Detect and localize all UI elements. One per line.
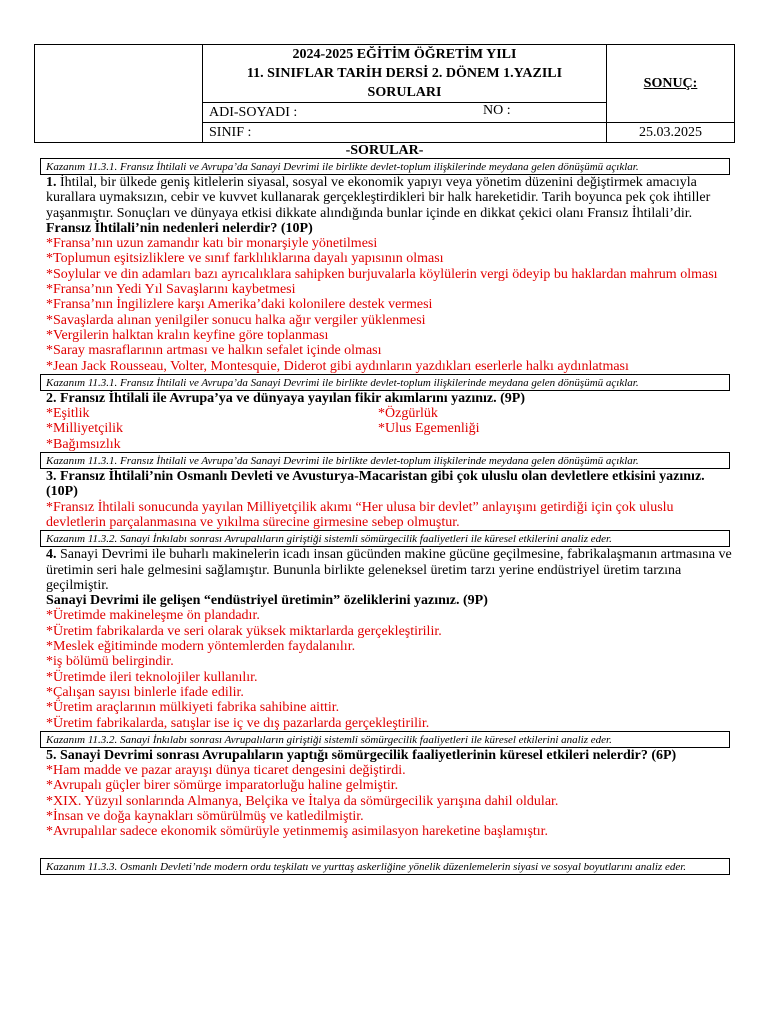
exam-page [34, 44, 735, 875]
answer-line: *Bağımsızlık [46, 436, 121, 452]
kazanim-box: Kazanım 11.3.2. Sanayi İnkılabı sonrası Avrupalıların giriştiği sistemli sömürgecilik faaliyetleri ile küresel etkilerini analiz eder. [40, 530, 730, 547]
answer-line: *Üretimde ileri teknolojiler kullanılır. [46, 669, 258, 685]
answer-line: *Meslek eğitiminde modern yöntemlerden faydalanılır. [46, 639, 356, 655]
answer-line: *Üretimde makineleşme ön plandadır. [46, 608, 260, 624]
answer-line: *Avrupalılar sadece ekonomik sömürüyle yetinmemiş asimilasyon hareketine başlamıştır. [46, 824, 549, 840]
answer-line: *Saray masraflarının artması ve halkın sefalet içinde olması [46, 343, 382, 359]
answer-line: *Çalışan sayısı binlerle ifade edilir. [46, 684, 244, 700]
answer-line: *Ulus Egemenliği [378, 421, 480, 437]
answer-line: *Jean Jack Rousseau, Volter, Montesquie, Diderot gibi aydınların yazdıkları eserlerle halkı aydınlatması [46, 358, 629, 374]
title-line-3: SORULARI [367, 85, 442, 100]
answer-line: *İnsan ve doğa kaynakları sömürülmüş ve katledilmiştir. [46, 808, 364, 824]
kazanim-box: Kazanım 11.3.1. Fransız İhtilali ve Avrupa’da Sanayi Devrimi ile birlikte devlet-toplum ilişkilerinde meydana gelen dönüşümü açıklar. [40, 452, 730, 469]
question-4-prompt: Sanayi Devrimi ile gelişen “endüstriyel üretimin” özeliklerini yazınız. (9P) [46, 593, 488, 609]
class-field[interactable] [203, 123, 607, 143]
exam-title [203, 45, 607, 103]
question-1-number: 1. [46, 175, 57, 190]
answer-line: *Üretim fabrikalarda ve seri olarak yüksek miktarlarda gerçekleştirilir. [46, 623, 442, 639]
question-2-prompt: 2. Fransız İhtilali ile Avrupa’ya ve dünyaya yayılan fikir akımlarını yazınız. (9P) [46, 390, 526, 406]
answer-line: *Toplumun eşitsizliklere ve sınıf farklılıklarına dayalı yapısının olması [46, 251, 444, 267]
question-4-text [46, 547, 736, 593]
answer-line: *Üretim araçlarının mülkiyeti fabrika sahibine aittir. [46, 700, 340, 716]
answer-line: *Milliyetçilik [46, 421, 123, 437]
answer-line: *Fransa’nın Yedi Yıl Savaşlarını kaybetmesi [46, 282, 296, 298]
question-3-prompt: 3. Fransız İhtilali’nin Osmanlı Devleti ve Avusturya-Macaristan gibi çok uluslu olan devletlere etkisini yazınız. (10P) [46, 469, 705, 500]
result-label: SONUÇ: [607, 45, 735, 123]
answer-line: *Ham madde ve pazar arayışı dünya ticaret dengesini değiştirdi. [46, 763, 406, 779]
answer-line: *Üretim fabrikalarda, satışlar ise iç ve dış pazarlarda gerçekleştirilir. [46, 715, 430, 731]
answer-line: *Fransa’nın uzun zamandır katı bir monarşiyle yönetilmesi [46, 236, 378, 252]
title-line-2: 11. SINIFLAR TARİH DERSİ 2. DÖNEM 1.YAZILI [246, 66, 563, 81]
answer-line: *Özgürlük [378, 406, 438, 422]
answer-line: *iş bölümü belirgindir. [46, 654, 174, 670]
question-5-prompt: 5. Sanayi Devrimi sonrası Avrupalıların yaptığı sömürgecilik faaliyetlerinin küresel etkileri nelerdir? (6P) [46, 747, 677, 763]
question-4-intro: Sanayi Devrimi ile buharlı makinelerin icadı insan gücünden makine gücüne geçilmesine, fabrikalaşmanın artmasına ve üretimin seri hale gelmesini sağlamıştır. Bununla birlikte geleneksel üretim tarzı yerine endüstriyel üretim tarzına geçilmiştir. [46, 547, 732, 593]
question-1-text [46, 175, 736, 221]
class-label: SINIF : [209, 124, 252, 140]
exam-header [34, 44, 735, 143]
answer-line: *Savaşlarda alınan yenilgiler sonucu halka ağır vergiler yüklenmesi [46, 312, 426, 328]
title-line-1: 2024-2025 EĞİTİM ÖĞRETİM YILI [292, 47, 517, 62]
answer-line: *Fransız İhtilali sonucunda yayılan Milliyetçilik akımı “Her ulusa bir devlet” anlayışını getirdiği için çok uluslu devletlerin parçalanmasına ve yıkılma sürecine girmesine sebep olmuştur. [46, 499, 674, 530]
kazanim-box: Kazanım 11.3.1. Fransız İhtilali ve Avrupa’da Sanayi Devrimi ile birlikte devlet-toplum ilişkilerinde meydana gelen dönüşümü açıklar. [40, 374, 730, 391]
question-1-intro: İhtilal, bir ülkede geniş kitlelerin siyasal, sosyal ve ekonomik yapıyı veya yönetim düzenini değiştirmek amacıyla kurallara uymaksızın, cebir ve kuvvet kullanarak gerçekleştirdikleri bir halk hareketidir. Tarih boyunca pek çok ihtiller yaşanmıştır. Sonuçları ve dünyaya etkisi dikkate alındığında bunlar içinde en dikkat çekici olanı Fransız İhtilali’dir. [46, 175, 711, 221]
questions-heading: -SORULAR- [345, 143, 424, 158]
question-1-prompt: Fransız İhtilali’nin nedenleri nelerdir? (10P) [46, 220, 313, 236]
question-4-number: 4. [46, 547, 57, 563]
answer-line: *Avrupalı güçler birer sömürge imparatorluğu haline gelmiştir. [46, 778, 399, 794]
kazanim-box: Kazanım 11.3.3. Osmanlı Devleti’nde modern ordu teşkilatı ve yurttaş askerliğine yönelik düzenlemelerin siyasi ve sosyal boyutlarını analiz eder. [40, 858, 730, 875]
name-field[interactable] [203, 103, 607, 123]
name-label: ADI-SOYADI : [209, 104, 298, 120]
kazanim-box: Kazanım 11.3.1. Fransız İhtilali ve Avrupa’da Sanayi Devrimi ile birlikte devlet-toplum ilişkilerinde meydana gelen dönüşümü açıklar. [40, 158, 730, 175]
answer-line: *XIX. Yüzyıl sonlarında Almanya, Belçika ve İtalya da sömürgecilik yarışına dahil oldular. [46, 793, 559, 809]
exam-date: 25.03.2025 [607, 123, 735, 143]
answer-line: *Vergilerin halktan kralın keyfine göre toplanması [46, 327, 329, 343]
question-2-answers [34, 406, 735, 452]
answer-line: *Soylular ve din adamları bazı ayrıcalıklara sahipken burjuvalarla köylülerin vergi ödeyip bu haklardan mahrum olması [46, 266, 718, 282]
answer-line: *Fransa’nın İngilizlere karşı Amerika’daki kolonilere destek vermesi [46, 297, 433, 313]
answer-line: *Eşitlik [46, 406, 90, 422]
kazanim-box: Kazanım 11.3.2. Sanayi İnkılabı sonrası Avrupalıların giriştiği sistemli sömürgecilik faaliyetleri ile küresel etkilerini analiz eder. [40, 731, 730, 748]
no-label: NO : [483, 103, 511, 118]
logo-cell [35, 45, 203, 143]
